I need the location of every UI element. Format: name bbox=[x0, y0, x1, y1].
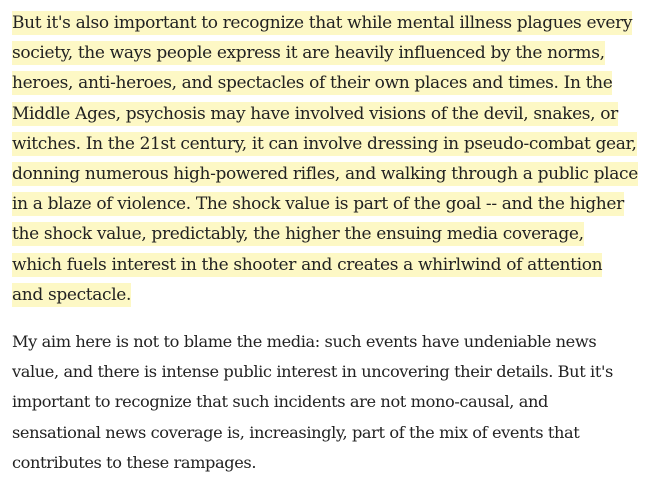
highlighted-paragraph bbox=[12, 8, 638, 310]
body-paragraph: My aim here is not to blame the media: such events have undeniable news value, and there is intense public interest in uncovering their details. But it's important to recognize that such incidents are not mono-causal, and sensational news coverage is, increasingly, part of the mix of events that contributes to these rampages. bbox=[12, 332, 613, 472]
highlighted-text[interactable]: But it's also important to recognize that while mental illness plagues every society, the ways people express it are heavily influenced by the norms, heroes, anti-heroes, and spectacles of their own places and times. In the Middle Ages, psychosis may have involved visions of the devil, snakes, or witches. In the 21st century, it can involve dressing in pseudo-combat gear, donning numerous high-powered rifles, and walking through a public place in a blaze of violence. The shock value is part of the goal -- and the higher the shock value, predictably, the higher the ensuing media coverage, which fuels interest in the shooter and creates a whirlwind of attention and spectacle. bbox=[12, 13, 638, 305]
